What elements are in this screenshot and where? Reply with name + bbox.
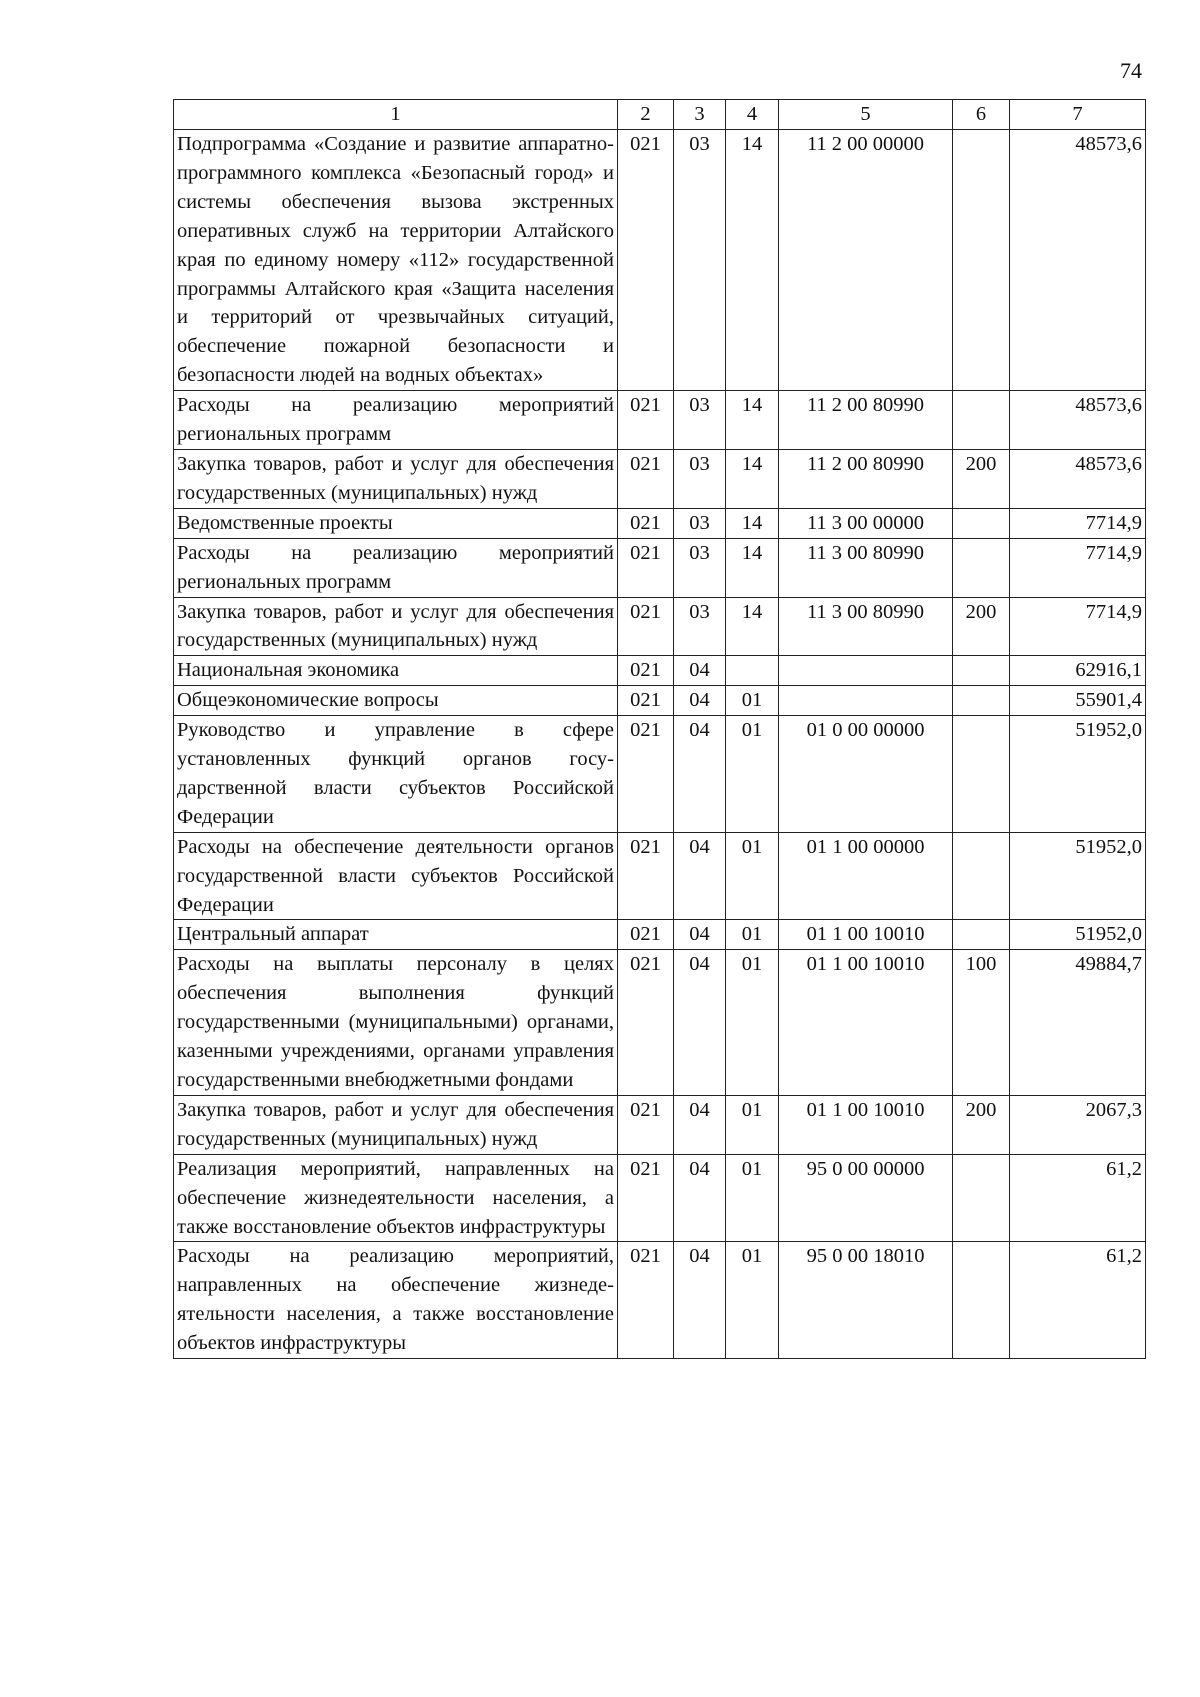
row-code-cell: 021: [618, 656, 674, 686]
table-row: [174, 1095, 1146, 1154]
row-name-cell: Центральный аппарат: [174, 920, 618, 950]
row-code-cell: 021: [618, 950, 674, 1096]
row-section-cell: 03: [674, 391, 726, 450]
row-target-article-cell: 95 0 00 00000: [779, 1154, 953, 1242]
row-name-cell: Руководство и управление в сфере установленных функций органов государственной власти субъектов Российской Федерации: [174, 716, 618, 833]
row-amount-cell: 61,2: [1010, 1242, 1146, 1359]
header-col-2: 2: [618, 100, 674, 130]
table-body: [174, 130, 1146, 1359]
row-code-cell: 021: [618, 508, 674, 538]
row-subsection-cell: 14: [726, 391, 779, 450]
row-section-cell: 03: [674, 538, 726, 597]
table-row: [174, 449, 1146, 508]
row-section-cell: 03: [674, 508, 726, 538]
row-section-cell: 03: [674, 597, 726, 656]
row-expense-type-cell: [953, 920, 1010, 950]
row-subsection-cell: 01: [726, 1095, 779, 1154]
row-expense-type-cell: [953, 716, 1010, 833]
table-row: [174, 656, 1146, 686]
row-section-cell: 04: [674, 656, 726, 686]
row-target-article-cell: 01 1 00 10010: [779, 1095, 953, 1154]
row-expense-type-cell: [953, 1154, 1010, 1242]
row-name-cell: Национальная экономика: [174, 656, 618, 686]
row-name-cell: Реализация мероприятий, направленных на обеспечение жизнедеятельности населения, а также восстановление объектов инфраструктуры: [174, 1154, 618, 1242]
row-target-article-cell: 11 3 00 80990: [779, 597, 953, 656]
row-amount-cell: 2067,3: [1010, 1095, 1146, 1154]
table-row: [174, 686, 1146, 716]
row-name-cell: Расходы на выплаты персоналу в целях обеспечения выполнения функций государственными (муниципальными) органами, казенными учреждениями, органами управления государственными внебюджетными фондами: [174, 950, 618, 1096]
row-target-article-cell: 01 1 00 00000: [779, 832, 953, 920]
row-target-article-cell: 11 3 00 00000: [779, 508, 953, 538]
row-code-cell: 021: [618, 1154, 674, 1242]
header-col-5: 5: [779, 100, 953, 130]
row-section-cell: 04: [674, 1095, 726, 1154]
row-target-article-cell: 01 1 00 10010: [779, 950, 953, 1096]
row-expense-type-cell: [953, 538, 1010, 597]
row-amount-cell: 48573,6: [1010, 449, 1146, 508]
row-amount-cell: 62916,1: [1010, 656, 1146, 686]
row-code-cell: 021: [618, 1095, 674, 1154]
header-col-6: 6: [953, 100, 1010, 130]
row-name-cell: Расходы на реализацию мероприятий, направленных на обеспечение жизнедеятельности населения, а также восстановление объектов инфраструктуры: [174, 1242, 618, 1359]
table-row: [174, 508, 1146, 538]
row-amount-cell: 48573,6: [1010, 391, 1146, 450]
budget-table: [173, 99, 1146, 1359]
row-amount-cell: 51952,0: [1010, 920, 1146, 950]
table-row: [174, 1154, 1146, 1242]
table-row: [174, 832, 1146, 920]
row-code-cell: 021: [618, 1242, 674, 1359]
table-row: [174, 391, 1146, 450]
row-expense-type-cell: 200: [953, 449, 1010, 508]
row-code-cell: 021: [618, 130, 674, 391]
row-subsection-cell: 01: [726, 832, 779, 920]
table-row: [174, 950, 1146, 1096]
row-name-cell: Закупка товаров, работ и услуг для обеспечения государственных (муниципальных) нужд: [174, 1095, 618, 1154]
row-amount-cell: 55901,4: [1010, 686, 1146, 716]
row-target-article-cell: [779, 686, 953, 716]
row-code-cell: 021: [618, 449, 674, 508]
row-code-cell: 021: [618, 686, 674, 716]
table-row: [174, 597, 1146, 656]
row-name-cell: Расходы на реализацию мероприятий региональных программ: [174, 538, 618, 597]
row-expense-type-cell: [953, 656, 1010, 686]
row-expense-type-cell: 200: [953, 1095, 1010, 1154]
table-row: [174, 130, 1146, 391]
header-col-1: 1: [174, 100, 618, 130]
table-row: [174, 920, 1146, 950]
row-subsection-cell: 14: [726, 508, 779, 538]
row-expense-type-cell: [953, 391, 1010, 450]
row-name-cell: Закупка товаров, работ и услуг для обеспечения государственных (муниципальных) нужд: [174, 449, 618, 508]
row-subsection-cell: 14: [726, 449, 779, 508]
row-code-cell: 021: [618, 391, 674, 450]
row-amount-cell: 51952,0: [1010, 716, 1146, 833]
row-code-cell: 021: [618, 920, 674, 950]
row-subsection-cell: 14: [726, 130, 779, 391]
row-subsection-cell: 14: [726, 597, 779, 656]
row-name-cell: Закупка товаров, работ и услуг для обеспечения государственных (муниципальных) нужд: [174, 597, 618, 656]
row-expense-type-cell: [953, 832, 1010, 920]
row-name-cell: Ведомственные проекты: [174, 508, 618, 538]
row-subsection-cell: 01: [726, 1154, 779, 1242]
row-subsection-cell: [726, 656, 779, 686]
row-target-article-cell: [779, 656, 953, 686]
row-amount-cell: 61,2: [1010, 1154, 1146, 1242]
row-code-cell: 021: [618, 716, 674, 833]
header-col-3: 3: [674, 100, 726, 130]
row-expense-type-cell: [953, 686, 1010, 716]
row-section-cell: 04: [674, 716, 726, 833]
row-amount-cell: 7714,9: [1010, 538, 1146, 597]
page-number: 74: [1120, 58, 1142, 83]
row-section-cell: 04: [674, 832, 726, 920]
row-target-article-cell: 95 0 00 18010: [779, 1242, 953, 1359]
row-name-cell: Расходы на обеспечение деятельности органов государственной власти субъектов Российской Федерации: [174, 832, 618, 920]
row-code-cell: 021: [618, 832, 674, 920]
row-section-cell: 04: [674, 1154, 726, 1242]
row-code-cell: 021: [618, 597, 674, 656]
header-col-4: 4: [726, 100, 779, 130]
row-name-cell: Общеэкономические вопросы: [174, 686, 618, 716]
row-amount-cell: 48573,6: [1010, 130, 1146, 391]
row-section-cell: 03: [674, 449, 726, 508]
row-amount-cell: 49884,7: [1010, 950, 1146, 1096]
row-target-article-cell: 01 1 00 10010: [779, 920, 953, 950]
row-subsection-cell: 14: [726, 538, 779, 597]
row-section-cell: 04: [674, 1242, 726, 1359]
header-col-7: 7: [1010, 100, 1146, 130]
row-target-article-cell: 11 2 00 00000: [779, 130, 953, 391]
row-amount-cell: 51952,0: [1010, 832, 1146, 920]
row-expense-type-cell: [953, 130, 1010, 391]
row-expense-type-cell: [953, 1242, 1010, 1359]
row-expense-type-cell: 100: [953, 950, 1010, 1096]
row-amount-cell: 7714,9: [1010, 508, 1146, 538]
header-row: [174, 100, 1146, 130]
row-amount-cell: 7714,9: [1010, 597, 1146, 656]
row-target-article-cell: 11 3 00 80990: [779, 538, 953, 597]
table-header: [174, 100, 1146, 130]
row-code-cell: 021: [618, 538, 674, 597]
row-section-cell: 04: [674, 686, 726, 716]
row-target-article-cell: 01 0 00 00000: [779, 716, 953, 833]
table-row: [174, 1242, 1146, 1359]
row-name-cell: Подпрограмма «Создание и развитие аппаратно-программного комплекса «Безопасный город» и системы обеспечения вызова экстренных оперативных служб на территории Алтайского края по единому номеру «112» государственной программы Алтайского края «Защита населения и территорий от чрезвычайных ситуаций, обеспечение пожарной безопасности и безопасности людей на водных объектах»: [174, 130, 618, 391]
table-row: [174, 538, 1146, 597]
table-row: [174, 716, 1146, 833]
row-target-article-cell: 11 2 00 80990: [779, 449, 953, 508]
row-subsection-cell: 01: [726, 686, 779, 716]
row-section-cell: 04: [674, 950, 726, 1096]
row-section-cell: 03: [674, 130, 726, 391]
row-expense-type-cell: 200: [953, 597, 1010, 656]
row-section-cell: 04: [674, 920, 726, 950]
row-name-cell: Расходы на реализацию мероприятий региональных программ: [174, 391, 618, 450]
row-subsection-cell: 01: [726, 1242, 779, 1359]
row-expense-type-cell: [953, 508, 1010, 538]
row-subsection-cell: 01: [726, 920, 779, 950]
row-subsection-cell: 01: [726, 716, 779, 833]
row-subsection-cell: 01: [726, 950, 779, 1096]
row-target-article-cell: 11 2 00 80990: [779, 391, 953, 450]
